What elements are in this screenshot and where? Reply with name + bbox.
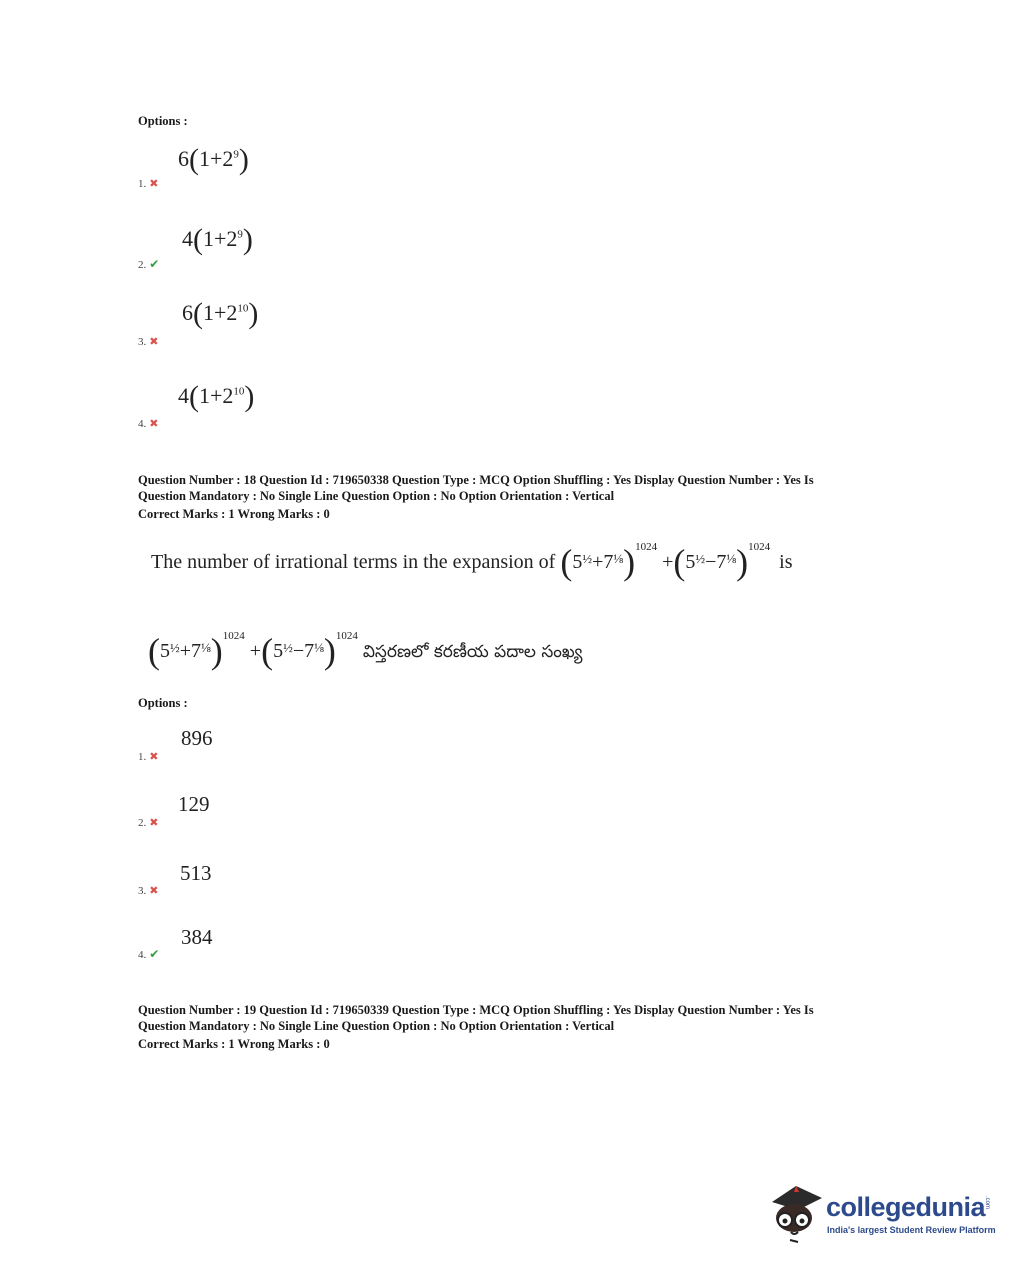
q18-question-english: The number of irrational terms in the expansion of $(5^{\frac{1}{2}}+7^{\frac{1}{8}})^{1024} +(5^{\frac{1}{2}}-7^{\frac{1}{8}})^{1024}$ is	[151, 541, 793, 582]
q18-option-1-value: 896	[181, 726, 213, 750]
q17-option-4[interactable]: 4. ✖	[138, 418, 159, 430]
options-label: Options :	[138, 114, 188, 128]
q19-metadata: Question Number : 19 Question Id : 719650339 Question Type : MCQ Option Shuffling : Yes Display Question Number : Yes Is Question Mandatory : No Single Line Question Option : No Option Orientation : Vertical Correct Marks : 1 Wrong Marks : 0	[138, 1003, 814, 1051]
cross-icon: ✖	[149, 418, 159, 430]
logo-tagline: India's largest Student Review Platform	[827, 1225, 996, 1235]
q18-metadata: Question Number : 18 Question Id : 719650338 Question Type : MCQ Option Shuffling : Yes Display Question Number : Yes Is Question Mandatory : No Single Line Question Option : No Option Orientation : Vertical Correct Marks : 1 Wrong Marks : 0	[138, 473, 814, 521]
mascot-icon	[766, 1178, 824, 1248]
q18-option-1[interactable]: 1. ✖	[138, 751, 159, 763]
q18-option-2-value: 129	[178, 792, 210, 816]
check-icon: ✔	[149, 947, 160, 961]
q17-option-2[interactable]: 2. ✔	[138, 257, 160, 271]
options-label: Options :	[138, 696, 188, 710]
logo-name: collegedunia	[826, 1192, 986, 1222]
q17-option-3-expr: $6(1+2^{10})$	[182, 297, 259, 330]
q17-option-4-expr: $4(1+2^{10})$	[178, 380, 255, 413]
q18-option-4[interactable]: 4. ✔	[138, 947, 160, 961]
q18-option-3-value: 513	[180, 861, 212, 885]
q17-option-1[interactable]: 1. ✖	[138, 178, 159, 190]
q18-question-telugu: $(5^{\frac{1}{2}}+7^{\frac{1}{8}})^{1024} +(5^{\frac{1}{2}}-7^{\frac{1}{8}})^{1024}$ విస్తరణలో కరణీయ పదాల సంఖ్య	[148, 630, 583, 671]
q17-option-1-expr: $6(1+2^9)$	[178, 143, 249, 176]
collegedunia-logo	[766, 1178, 996, 1248]
cross-icon: ✖	[149, 336, 159, 348]
q18-option-2[interactable]: 2. ✖	[138, 817, 159, 829]
cross-icon: ✖	[149, 885, 159, 897]
cross-icon: ✖	[149, 751, 159, 763]
cross-icon: ✖	[149, 178, 159, 190]
q18-option-3[interactable]: 3. ✖	[138, 885, 159, 897]
q17-option-2-expr: $4(1+2^9)$	[182, 223, 253, 256]
logo-suffix: .com	[984, 1196, 990, 1210]
check-icon: ✔	[149, 257, 160, 271]
q18-option-4-value: 384	[181, 925, 213, 949]
cross-icon: ✖	[149, 817, 159, 829]
q17-option-3[interactable]: 3. ✖	[138, 336, 159, 348]
